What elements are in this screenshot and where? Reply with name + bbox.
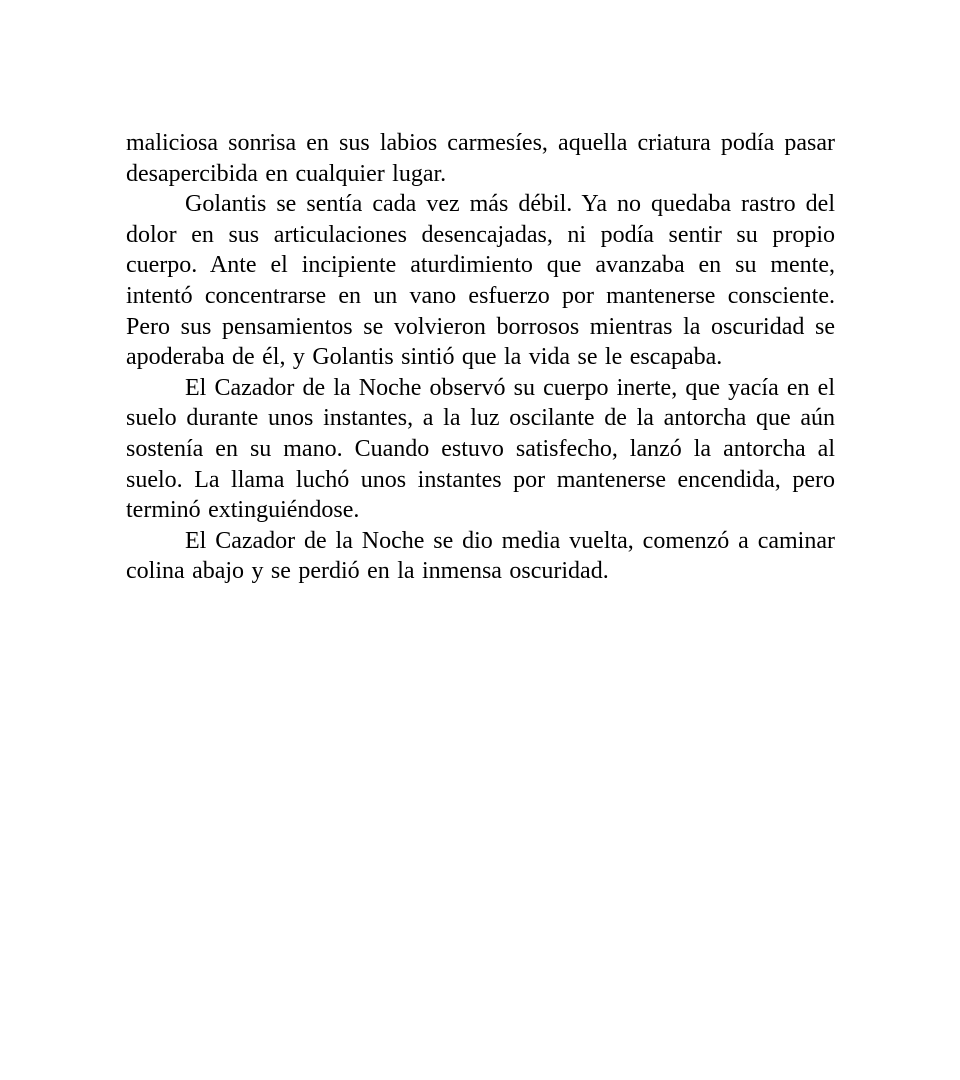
text-block — [126, 128, 835, 587]
paragraph-night-hunter-torch: El Cazador de la Noche observó su cuerpo inerte, que yacía en el suelo durante unos instantes, a la luz oscilante de la antorcha que aún sostenía en su mano. Cuando estuvo satisfecho, lanzó la antorcha al suelo. La llama luchó unos instantes por mantenerse encendida, pero terminó extinguiéndose. — [126, 374, 835, 524]
paragraph-continuation: maliciosa sonrisa en sus labios carmesíes, aquella criatura podía pasar desapercibida en cualquier lugar. — [126, 130, 835, 187]
paragraph-night-hunter-departs: El Cazador de la Noche se dio media vuelta, comenzó a caminar colina abajo y se perdió en la inmensa oscuridad. — [126, 527, 835, 585]
paragraph-golantis-weakens: Golantis se sentía cada vez más débil. Ya no quedaba rastro del dolor en sus articulaciones desencajadas, ni podía sentir su propio cuerpo. Ante el incipiente aturdimiento que avanzaba en su mente, intentó concentrarse en un vano esfuerzo por mantenerse consciente. Pero sus pensamientos se volvieron borrosos mientras la oscuridad se apoderaba de él, y Golantis sintió que la vida se le escapaba. — [126, 191, 835, 371]
